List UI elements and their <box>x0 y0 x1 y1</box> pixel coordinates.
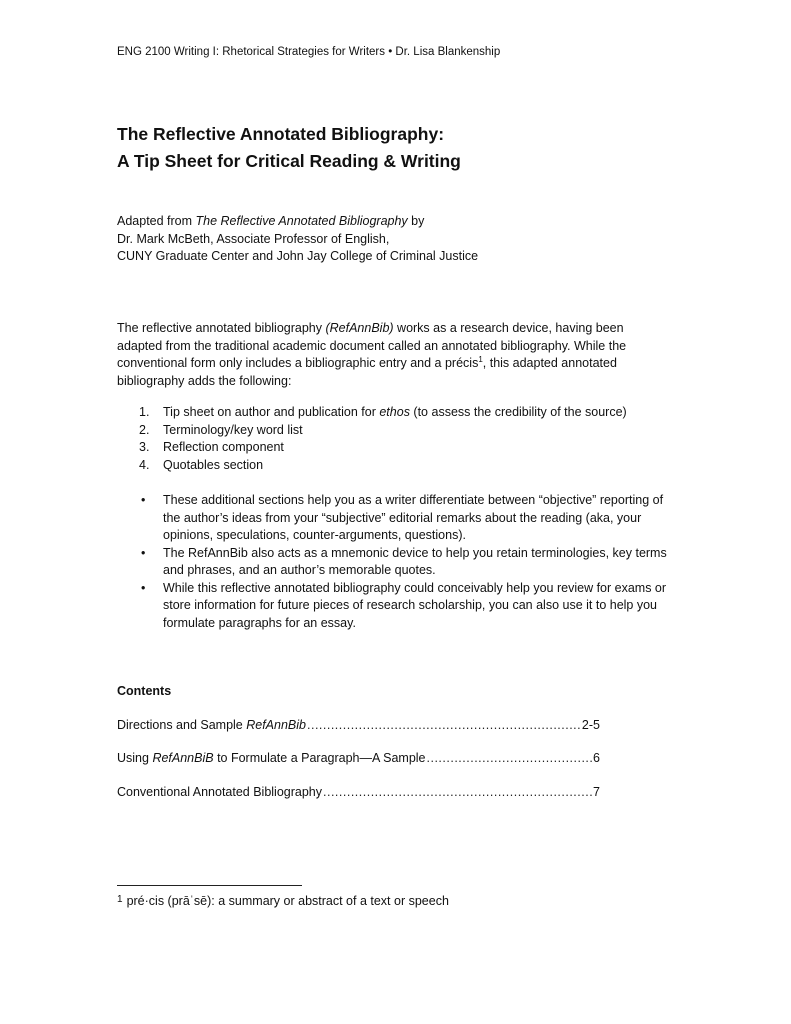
bullet-icon: • <box>141 580 146 595</box>
bullet-list-item <box>117 492 677 545</box>
toc-page-number: 7 <box>593 785 600 799</box>
toc-text: Using <box>117 751 153 765</box>
footnote-divider <box>117 885 302 886</box>
intro-text-3: , this adapted annotated bibliography adds the following: <box>117 356 617 388</box>
bullet-icon: • <box>141 493 146 507</box>
toc-entry-label <box>117 785 322 799</box>
toc-text: Conventional Annotated Bibliography <box>117 785 323 799</box>
toc-page-number: 6 <box>593 751 600 765</box>
numbered-list-item <box>117 422 627 440</box>
toc-entry-directions[interactable] <box>117 718 600 732</box>
contents-heading: Contents <box>117 684 172 698</box>
item-text: Quotables section <box>163 457 264 472</box>
attribution-line-2: Dr. Mark McBeth, Associate Professor of English, <box>117 231 390 246</box>
footnote <box>117 894 449 908</box>
numbered-list <box>117 404 627 474</box>
toc-emphasis: RefAnnBiB <box>152 751 214 765</box>
bullet-icon: • <box>141 545 146 560</box>
footnote-mark: 1 <box>117 894 123 905</box>
bullet-text: These additional sections help you as a writer differentiate between “objective” reporting of the author’s ideas from your “subjective” editorial remarks about the reading (aka, your opinions, speculations, counter-arguments, questions). <box>163 493 664 542</box>
toc-text-after: to Formulate a Paragraph—A Sample <box>213 751 426 765</box>
course-header: ENG 2100 Writing I: Rhetorical Strategies for Writers • Dr. Lisa Blankenship <box>117 46 501 58</box>
numbered-list-item <box>117 457 627 475</box>
item-text-after: (to assess the credibility of the source) <box>409 405 627 419</box>
toc-dot-leader <box>323 785 592 799</box>
attribution-suffix: by <box>407 214 425 228</box>
item-number: 4. <box>139 457 150 472</box>
toc-entry-conventional[interactable] <box>117 785 600 799</box>
bullet-text: The RefAnnBib also acts as a mnemonic device to help you retain terminologies, key terms and phrases, and an author’s memorable quotes. <box>163 545 667 577</box>
intro-abbreviation: (RefAnnBib) <box>325 321 394 335</box>
intro-text-1: The reflective annotated bibliography <box>117 321 326 335</box>
toc-dot-leader <box>427 751 593 765</box>
item-number: 2. <box>139 422 150 437</box>
bullet-list-item <box>117 580 677 633</box>
title-line-2: A Tip Sheet for Critical Reading & Writing <box>117 151 461 171</box>
title-line-1: The Reflective Annotated Bibliography: <box>117 124 445 144</box>
toc-dot-leader <box>307 718 581 732</box>
toc-emphasis: RefAnnBib <box>246 718 306 732</box>
item-text: Reflection component <box>163 440 284 454</box>
item-text: Terminology/key word list <box>163 422 303 437</box>
numbered-list-item <box>117 404 627 422</box>
attribution-line-1 <box>117 213 478 231</box>
item-text: Tip sheet on author and publication for <box>163 405 380 419</box>
toc-entry-label <box>117 718 306 732</box>
bullet-list-item <box>117 545 677 580</box>
toc-page-number: 2-5 <box>581 718 600 732</box>
footnote-text: pré·cis (prāˈsē): a summary or abstract of a text or speech <box>126 894 449 908</box>
bullet-text: While this reflective annotated bibliography could conceivably help you review for exams or store information for future pieces of research scholarship, you can also use it to help you formulate paragraphs for an essay. <box>163 580 667 630</box>
document-title <box>117 121 461 175</box>
bullet-list <box>117 492 677 632</box>
attribution-line-3: CUNY Graduate Center and John Jay College of Criminal Justice <box>117 249 479 263</box>
intro-text-2: works as a research device, having been adapted from the traditional academic document called an annotated bibliography. While the conventional form only includes a bibliographic entry and a précis <box>117 321 627 370</box>
source-work-title: The Reflective Annotated Bibliography <box>195 214 408 228</box>
toc-text: Directions and Sample <box>117 718 247 732</box>
item-emphasis: ethos <box>379 405 410 419</box>
numbered-list-item <box>117 439 627 457</box>
item-number: 3. <box>139 440 150 454</box>
intro-paragraph <box>117 320 657 390</box>
attribution-prefix: Adapted from <box>117 214 196 228</box>
toc-entry-paragraph-sample[interactable] <box>117 751 600 765</box>
footnote-reference[interactable]: 1 <box>478 354 483 364</box>
attribution-block <box>117 213 478 266</box>
item-number: 1. <box>139 405 150 419</box>
toc-entry-label <box>117 751 426 765</box>
